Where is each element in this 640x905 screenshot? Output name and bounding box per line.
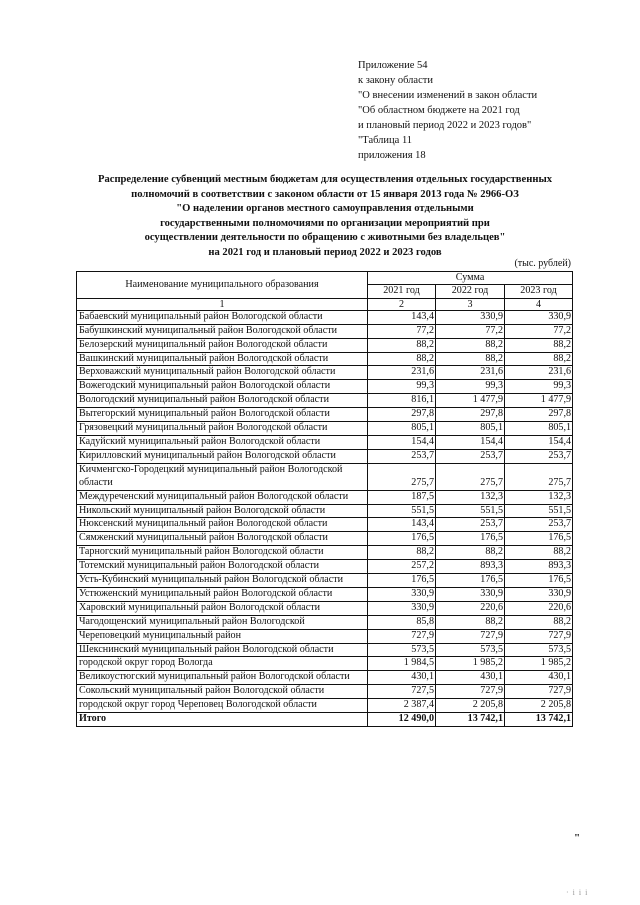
value-2023: 220,6 [505,601,573,615]
value-2021: 727,9 [368,629,436,643]
table-row [77,671,573,685]
table-row [77,518,573,532]
value-2022: 99,3 [436,380,505,394]
value-2021: 143,4 [368,518,436,532]
municipality-name: Харовский муниципальный район Вологодской области [77,601,368,615]
value-2023: 88,2 [505,546,573,560]
value-2022: 297,8 [436,408,505,422]
municipality-name: Нюксенский муниципальный район Вологодской области [77,518,368,532]
value-2021: 805,1 [368,422,436,436]
value-2022: 231,6 [436,366,505,380]
value-2021: 231,6 [368,366,436,380]
value-2022: 727,9 [436,629,505,643]
value-2021: 176,5 [368,532,436,546]
municipality-name: Кичменгско-Городецкий муниципальный район Вологодской области [77,463,368,490]
value-2023: 805,1 [505,422,573,436]
value-2023: 330,9 [505,587,573,601]
value-2022: 176,5 [436,574,505,588]
column-number: 2 [368,298,436,310]
table-row [77,532,573,546]
table-row [77,657,573,671]
value-2023: 893,3 [505,560,573,574]
value-2021: 187,5 [368,490,436,504]
municipality-name: Устюженский муниципальный район Вологодской области [77,587,368,601]
table-row [77,587,573,601]
appendix-line: "Таблица 11 [358,135,413,146]
title-line: полномочий в соответствии с законом области от 15 января 2013 года № 2966-ОЗ [131,188,519,200]
table-row [77,560,573,574]
table-row [77,408,573,422]
municipality-name: Вологодский муниципальный район Вологодской области [77,394,368,408]
value-2022: 88,2 [436,352,505,366]
table-row [77,324,573,338]
appendix-line: и плановый период 2022 и 2023 годов" [358,120,532,131]
value-2023: 573,5 [505,643,573,657]
title-line: государственными полномочиями по организации мероприятий при [160,217,490,229]
value-2022: 727,9 [436,685,505,699]
title-line: на 2021 год и плановый период 2022 и 2023 годов [208,246,442,258]
units-label: (тыс. рублей) [514,258,571,269]
value-2022: 893,3 [436,560,505,574]
value-2022: 2 205,8 [436,699,505,713]
value-2023: 727,9 [505,685,573,699]
municipality-name: Вожегодский муниципальный район Вологодской области [77,380,368,394]
municipality-name: Усть-Кубинский муниципальный район Вологодской области [77,574,368,588]
value-2023: 88,2 [505,352,573,366]
value-2023: 2 205,8 [505,699,573,713]
municipality-name: Вашкинский муниципальный район Вологодской области [77,352,368,366]
municipality-name: городской округ город Вологда [77,657,368,671]
column-number: 4 [505,298,573,310]
value-2023: 330,9 [505,310,573,324]
value-2021: 257,2 [368,560,436,574]
value-2023: 154,4 [505,435,573,449]
value-2022: 77,2 [436,324,505,338]
table-row [77,449,573,463]
table-row [77,685,573,699]
table-row [77,366,573,380]
value-2021: 77,2 [368,324,436,338]
value-2023: 1 477,9 [505,394,573,408]
table-row [77,615,573,629]
value-2021: 88,2 [368,352,436,366]
municipality-name: Никольский муниципальный район Вологодской области [77,504,368,518]
municipality-name: Бабушкинский муниципальный район Вологодской области [77,324,368,338]
value-2023: 132,3 [505,490,573,504]
value-2022: 88,2 [436,615,505,629]
table-row [77,422,573,436]
table-row [77,601,573,615]
value-2022: 1 477,9 [436,394,505,408]
table-row [77,435,573,449]
value-2022: 551,5 [436,504,505,518]
value-2023: 88,2 [505,615,573,629]
value-2021: 85,8 [368,615,436,629]
municipality-name: Кадуйский муниципальный район Вологодской области [77,435,368,449]
table-column-numbers-row [77,298,573,310]
title-line: "О наделении органов местного самоуправления отдельными [176,203,474,215]
appendix-line: приложения 18 [358,150,426,161]
value-2021: 99,3 [368,380,436,394]
closing-quote: " [574,832,581,844]
page-mark: · і і і [566,888,589,897]
appendix-note [358,58,537,163]
table-row [77,574,573,588]
municipality-name: Грязовецкий муниципальный район Вологодской области [77,422,368,436]
municipality-name: Белозерский муниципальный район Вологодской области [77,338,368,352]
table-row [77,310,573,324]
value-2021: 253,7 [368,449,436,463]
municipality-name: Тарногский муниципальный район Вологодской области [77,546,368,560]
value-2022: 805,1 [436,422,505,436]
municipality-name: Чагодощенский муниципальный район Вологодской [77,615,368,629]
value-2021: 573,5 [368,643,436,657]
value-2023: 99,3 [505,380,573,394]
value-2021: 88,2 [368,338,436,352]
value-2022: 253,7 [436,518,505,532]
total-row [77,713,573,727]
municipality-name: городской округ город Череповец Вологодской области [77,699,368,713]
municipality-name: Сямженский муниципальный район Вологодской области [77,532,368,546]
title-line: осуществлении деятельности по обращению с животными без владельцев" [144,232,506,244]
value-2021: 330,9 [368,601,436,615]
value-2022: 330,9 [436,310,505,324]
document-title [70,173,580,261]
table-row [77,546,573,560]
table-row [77,643,573,657]
value-2023: 13 742,1 [505,713,573,727]
header-year: 2021 год [368,285,436,298]
value-2023: 253,7 [505,518,573,532]
header-year: 2023 год [505,285,573,298]
value-2023: 727,9 [505,629,573,643]
municipality-name: Шекснинский муниципальный район Вологодской области [77,643,368,657]
value-2023: 231,6 [505,366,573,380]
table-row [77,352,573,366]
value-2022: 430,1 [436,671,505,685]
table-row [77,338,573,352]
value-2021: 430,1 [368,671,436,685]
value-2022: 330,9 [436,587,505,601]
value-2021: 12 490,0 [368,713,436,727]
value-2021: 330,9 [368,587,436,601]
appendix-line: Приложение 54 [358,60,428,71]
value-2023: 77,2 [505,324,573,338]
table-header-row [77,272,573,285]
value-2022: 88,2 [436,338,505,352]
municipality-name: Великоустюгский муниципальный район Вологодской области [77,671,368,685]
value-2023: 176,5 [505,532,573,546]
value-2023: 430,1 [505,671,573,685]
table-body [77,310,573,726]
value-2023: 275,7 [505,463,573,490]
municipality-name: Сокольский муниципальный район Вологодской области [77,685,368,699]
column-number: 1 [77,298,368,310]
value-2022: 220,6 [436,601,505,615]
table-row [77,629,573,643]
value-2021: 297,8 [368,408,436,422]
table-row [77,463,573,490]
municipality-name: Кирилловский муниципальный район Вологодской области [77,449,368,463]
value-2021: 154,4 [368,435,436,449]
value-2021: 816,1 [368,394,436,408]
header-sum: Сумма [368,272,573,285]
table-row [77,699,573,713]
value-2021: 1 984,5 [368,657,436,671]
value-2023: 253,7 [505,449,573,463]
value-2021: 727,5 [368,685,436,699]
value-2022: 176,5 [436,532,505,546]
table-row [77,504,573,518]
appendix-line: к закону области [358,75,433,86]
municipality-name: Тотемский муниципальный район Вологодской области [77,560,368,574]
municipality-name: Череповецкий муниципальный район [77,629,368,643]
value-2021: 88,2 [368,546,436,560]
value-2021: 2 387,4 [368,699,436,713]
value-2023: 1 985,2 [505,657,573,671]
municipality-name: Верховажский муниципальный район Вологодской области [77,366,368,380]
value-2022: 573,5 [436,643,505,657]
header-year: 2022 год [436,285,505,298]
value-2022: 154,4 [436,435,505,449]
value-2021: 275,7 [368,463,436,490]
value-2023: 88,2 [505,338,573,352]
header-name: Наименование муниципального образования [77,272,368,299]
municipality-name: Междуреченский муниципальный район Вологодской области [77,490,368,504]
subvention-table [76,271,573,727]
value-2021: 551,5 [368,504,436,518]
municipality-name: Вытегорский муниципальный район Вологодской области [77,408,368,422]
value-2022: 1 985,2 [436,657,505,671]
value-2022: 253,7 [436,449,505,463]
table-row [77,490,573,504]
table-row [77,394,573,408]
value-2022: 275,7 [436,463,505,490]
table-row [77,380,573,394]
value-2022: 88,2 [436,546,505,560]
value-2021: 176,5 [368,574,436,588]
value-2022: 132,3 [436,490,505,504]
value-2023: 297,8 [505,408,573,422]
appendix-line: "О внесении изменений в закон области [358,90,538,101]
appendix-line: "Об областном бюджете на 2021 год [358,105,520,116]
municipality-name: Итого [77,713,368,727]
value-2023: 551,5 [505,504,573,518]
value-2023: 176,5 [505,574,573,588]
title-line: Распределение субвенций местным бюджетам для осуществления отдельных государственных [97,174,553,185]
value-2021: 143,4 [368,310,436,324]
value-2022: 13 742,1 [436,713,505,727]
municipality-name: Бабаевский муниципальный район Вологодской области [77,310,368,324]
column-number: 3 [436,298,505,310]
